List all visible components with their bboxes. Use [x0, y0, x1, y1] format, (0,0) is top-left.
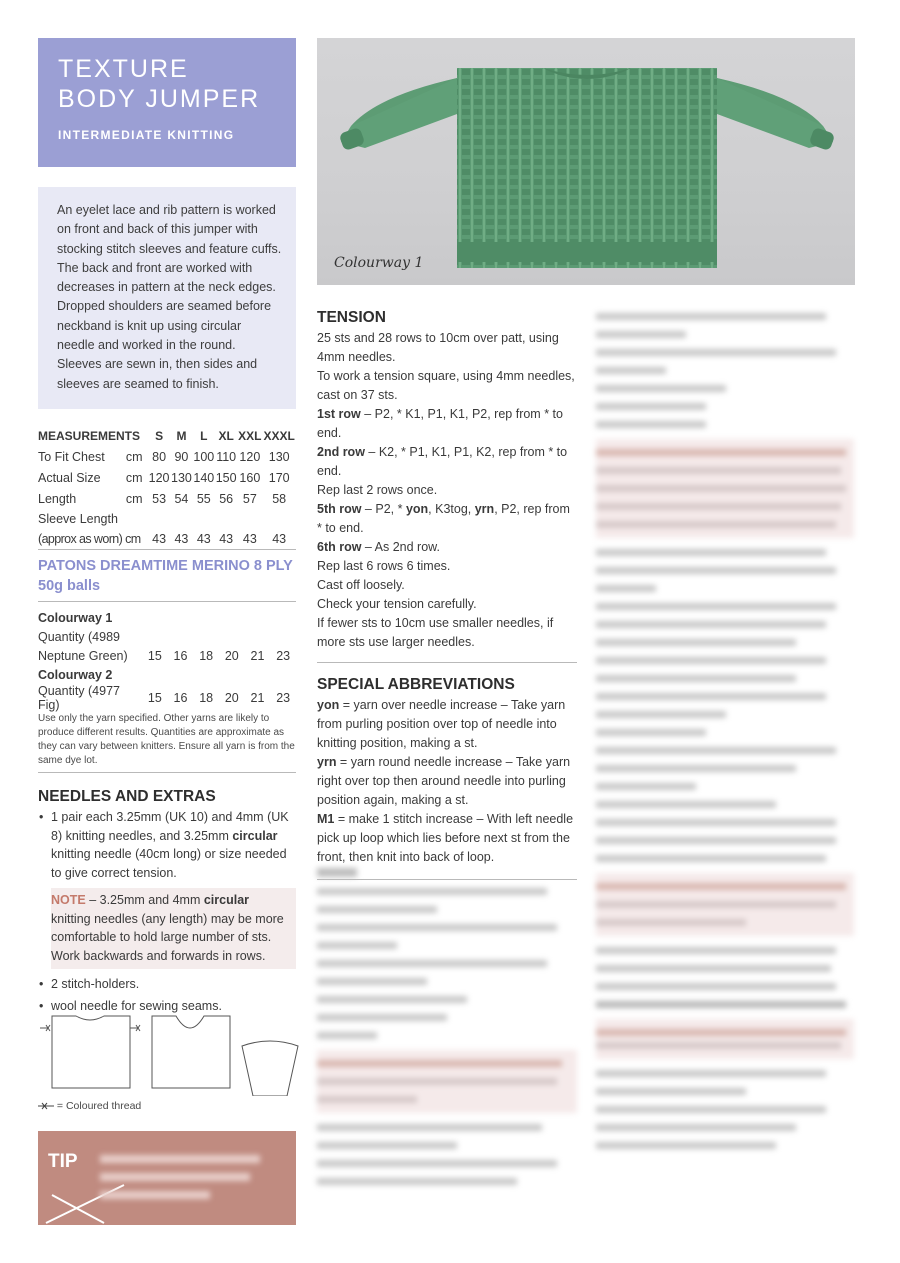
text-bold: circular: [203, 893, 250, 907]
cell: 120: [239, 449, 261, 464]
pattern-title: TEXTURE BODY JUMPER: [58, 55, 261, 113]
text: , P2, rep from * to end.: [317, 502, 570, 535]
text-bold: circular: [232, 828, 278, 843]
garment-schematic: [36, 1012, 300, 1096]
row-instruction: [317, 405, 577, 443]
abbr-label: yon: [317, 698, 340, 712]
text: – P2, *: [361, 502, 406, 516]
tip-label: TIP: [48, 1151, 78, 1172]
sleeve-piece: [242, 1041, 298, 1096]
colourway2-heading: Colourway 2: [38, 667, 113, 682]
cell: 43: [196, 531, 211, 546]
tension-section: [317, 308, 577, 880]
cell: 43: [272, 531, 287, 546]
jumper-illustration: [317, 38, 855, 285]
divider: [38, 601, 296, 602]
text: knitting needle (40cm long) or size needed to give correct tension.: [51, 847, 287, 880]
row-label: 6th row: [317, 540, 362, 554]
cell: 18: [199, 648, 214, 663]
row-instruction: [317, 500, 577, 538]
photo-caption: Colourway 1: [334, 255, 424, 271]
cell: 56: [219, 491, 234, 506]
tension-text: To work a tension square, using 4mm needles, cast on 37 sts.: [317, 369, 575, 402]
yarn-table: [38, 608, 296, 712]
cell: 16: [173, 648, 188, 663]
cell: 23: [276, 648, 291, 663]
abbreviation-item: [317, 753, 577, 810]
needles-list: [38, 808, 296, 1015]
text: = yarn over needle increase – Take yarn from purling position over top of needle into knitting position, making a st.: [317, 698, 566, 750]
tip-text-blurred: [100, 1149, 320, 1209]
abbr-label: M1: [317, 812, 335, 826]
garment-photo: [317, 38, 855, 285]
row-label: 2nd row: [317, 445, 365, 459]
text: = yarn round needle increase – Take yarn right over top then around needle into purling position again, making a st.: [317, 755, 571, 807]
abbr-label: yrn: [317, 755, 337, 769]
colourway1-label: Neptune Green): [38, 648, 128, 663]
cell: 90: [174, 449, 189, 464]
divider: [38, 549, 296, 550]
sleeve-label: (approx as worn): [38, 531, 123, 546]
thread-legend: [38, 1100, 141, 1112]
row-label: 1st row: [317, 407, 361, 421]
list-item: • wool needle for sewing seams.: [38, 997, 296, 1016]
cell: 160: [239, 470, 261, 485]
cell: 130: [268, 449, 290, 464]
cell: 43: [174, 531, 189, 546]
cell: 21: [250, 648, 265, 663]
tension-text: 25 sts and 28 rows to 10cm over patt, using 4mm needles.: [317, 331, 559, 364]
cell: 57: [242, 491, 257, 506]
row-instruction: [317, 443, 577, 481]
cell: 43: [219, 531, 234, 546]
cell: 15: [147, 691, 162, 705]
row-label: Sleeve Length: [38, 511, 118, 526]
colourway1-label: Quantity (4989: [38, 629, 120, 644]
table-row: [38, 684, 296, 712]
tip-box: [38, 1131, 296, 1225]
cell: 20: [224, 648, 239, 663]
tension-heading: TENSION: [317, 309, 386, 326]
cell: 130: [171, 470, 192, 485]
size-xxxl: XXXL: [263, 428, 295, 443]
abbreviation-item: [317, 810, 577, 867]
table-row: [38, 446, 296, 467]
cell: 21: [250, 691, 265, 705]
blurred-text-block: [317, 862, 577, 1196]
intro-text: An eyelet lace and rib pattern is worked on front and back of this jumper with stocking stitch sleeves and feature cuffs. The back and front are worked with decreases in pattern at the neck edges. Dropped shoulders are seamed before neckband is knit up using circular needle and worked in the round. Sleeves are sewn in, then sides and sleeves are seamed to finish.: [38, 187, 296, 409]
size-l: L: [200, 428, 208, 443]
colourway1-heading: Colourway 1: [38, 610, 113, 625]
text: 1 pair each 3.25mm (UK 10) and 4mm (UK 8) knitting needles, and 3.25mm: [51, 810, 289, 843]
cell: 150: [215, 470, 237, 485]
text: = make 1 stitch increase – With left needle pick up loop which lies before next st from the front, then knit into back of loop.: [317, 812, 574, 864]
row-label: [38, 528, 148, 549]
table-row: [38, 509, 296, 528]
thread-marker: [130, 1025, 140, 1031]
row-label: Length: [38, 491, 77, 506]
needles-heading: NEEDLES AND EXTRAS: [38, 788, 216, 805]
size-xxl: XXL: [238, 428, 262, 443]
note-label: NOTE: [51, 893, 86, 907]
row-unit: cm: [125, 491, 143, 506]
cell: 58: [272, 491, 287, 506]
back-piece: [52, 1016, 130, 1088]
size-s: S: [155, 428, 164, 443]
front-piece: [152, 1016, 230, 1088]
list-item: [38, 808, 296, 882]
scissors-icon: [38, 1102, 54, 1111]
row-label: To Fit Chest: [38, 449, 105, 464]
cell: 53: [152, 491, 167, 506]
yarn-title: PATONS DREAMTIME MERINO 8 PLY 50g balls: [38, 558, 293, 594]
cell: 16: [173, 691, 188, 705]
legend-text: = Coloured thread: [56, 1100, 142, 1112]
cell: 43: [242, 531, 257, 546]
table-row: [38, 488, 296, 509]
size-xl: XL: [218, 428, 234, 443]
list-item: • 2 stitch-holders.: [38, 975, 296, 994]
cell: 18: [199, 691, 214, 705]
abbreviation-item: [317, 696, 577, 753]
row-label: Actual Size: [38, 470, 101, 485]
cell: 100: [193, 449, 215, 464]
cell: 43: [152, 531, 167, 546]
row-unit: cm: [125, 531, 141, 546]
cell: 55: [196, 491, 211, 506]
text: knitting needles (any length) may be more comfortable to hold large number of sts. Work backwards and forwards in rows.: [51, 911, 284, 963]
abbreviations-heading: SPECIAL ABBREVIATIONS: [317, 676, 515, 693]
needles-note: [51, 888, 296, 969]
thread-marker: [40, 1025, 50, 1031]
text: – K2, * P1, K1, P1, K2, rep from * to end.: [317, 445, 568, 478]
cell: 80: [152, 449, 167, 464]
tension-text: Rep last 2 rows once.: [317, 483, 438, 497]
text: – P2, * K1, P1, K1, P2, rep from * to end.: [317, 407, 563, 440]
tension-text: Check your tension carefully.: [317, 597, 477, 611]
tension-text: If fewer sts to 10cm use smaller needles, if more sts use larger needles.: [317, 616, 554, 649]
text: , K3tog,: [428, 502, 475, 516]
tension-text: Rep last 6 rows 6 times.: [317, 559, 451, 573]
cell: 20: [224, 691, 239, 705]
row-unit: cm: [125, 449, 143, 464]
row-label: 5th row: [317, 502, 362, 516]
table-row: [38, 646, 296, 665]
colourway2-label: Quantity (4977 Fig): [38, 684, 120, 712]
divider: [317, 662, 577, 663]
divider: [38, 772, 296, 773]
cell: 140: [193, 470, 215, 485]
text: – As 2nd row.: [361, 540, 440, 554]
measurements-heading: MEASUREMENTS: [38, 428, 141, 443]
cell: 23: [276, 691, 291, 705]
blurred-text-block: [596, 304, 854, 1160]
cell: 110: [216, 449, 237, 464]
measurements-table: [38, 425, 296, 549]
cell: 120: [148, 470, 170, 485]
yarn-note: Use only the yarn specified. Other yarns are likely to produce different results. Quantities are approximate as they can vary between knitters. Ensure all yarn is from the same dye lot.: [38, 713, 295, 766]
table-row: [38, 528, 296, 549]
pattern-subtitle: INTERMEDIATE KNITTING: [58, 128, 235, 142]
text-bold: yrn: [474, 502, 495, 516]
title-box: [38, 38, 296, 167]
row-unit: cm: [125, 470, 143, 485]
table-row: [38, 467, 296, 488]
cell: 54: [174, 491, 189, 506]
row-instruction: [317, 538, 577, 557]
cell: 15: [147, 648, 162, 663]
size-m: M: [176, 428, 187, 443]
text-bold: yon: [405, 502, 429, 516]
cell: 170: [268, 470, 290, 485]
text: – 3.25mm and 4mm: [85, 893, 204, 907]
tension-text: Cast off loosely.: [317, 578, 405, 592]
